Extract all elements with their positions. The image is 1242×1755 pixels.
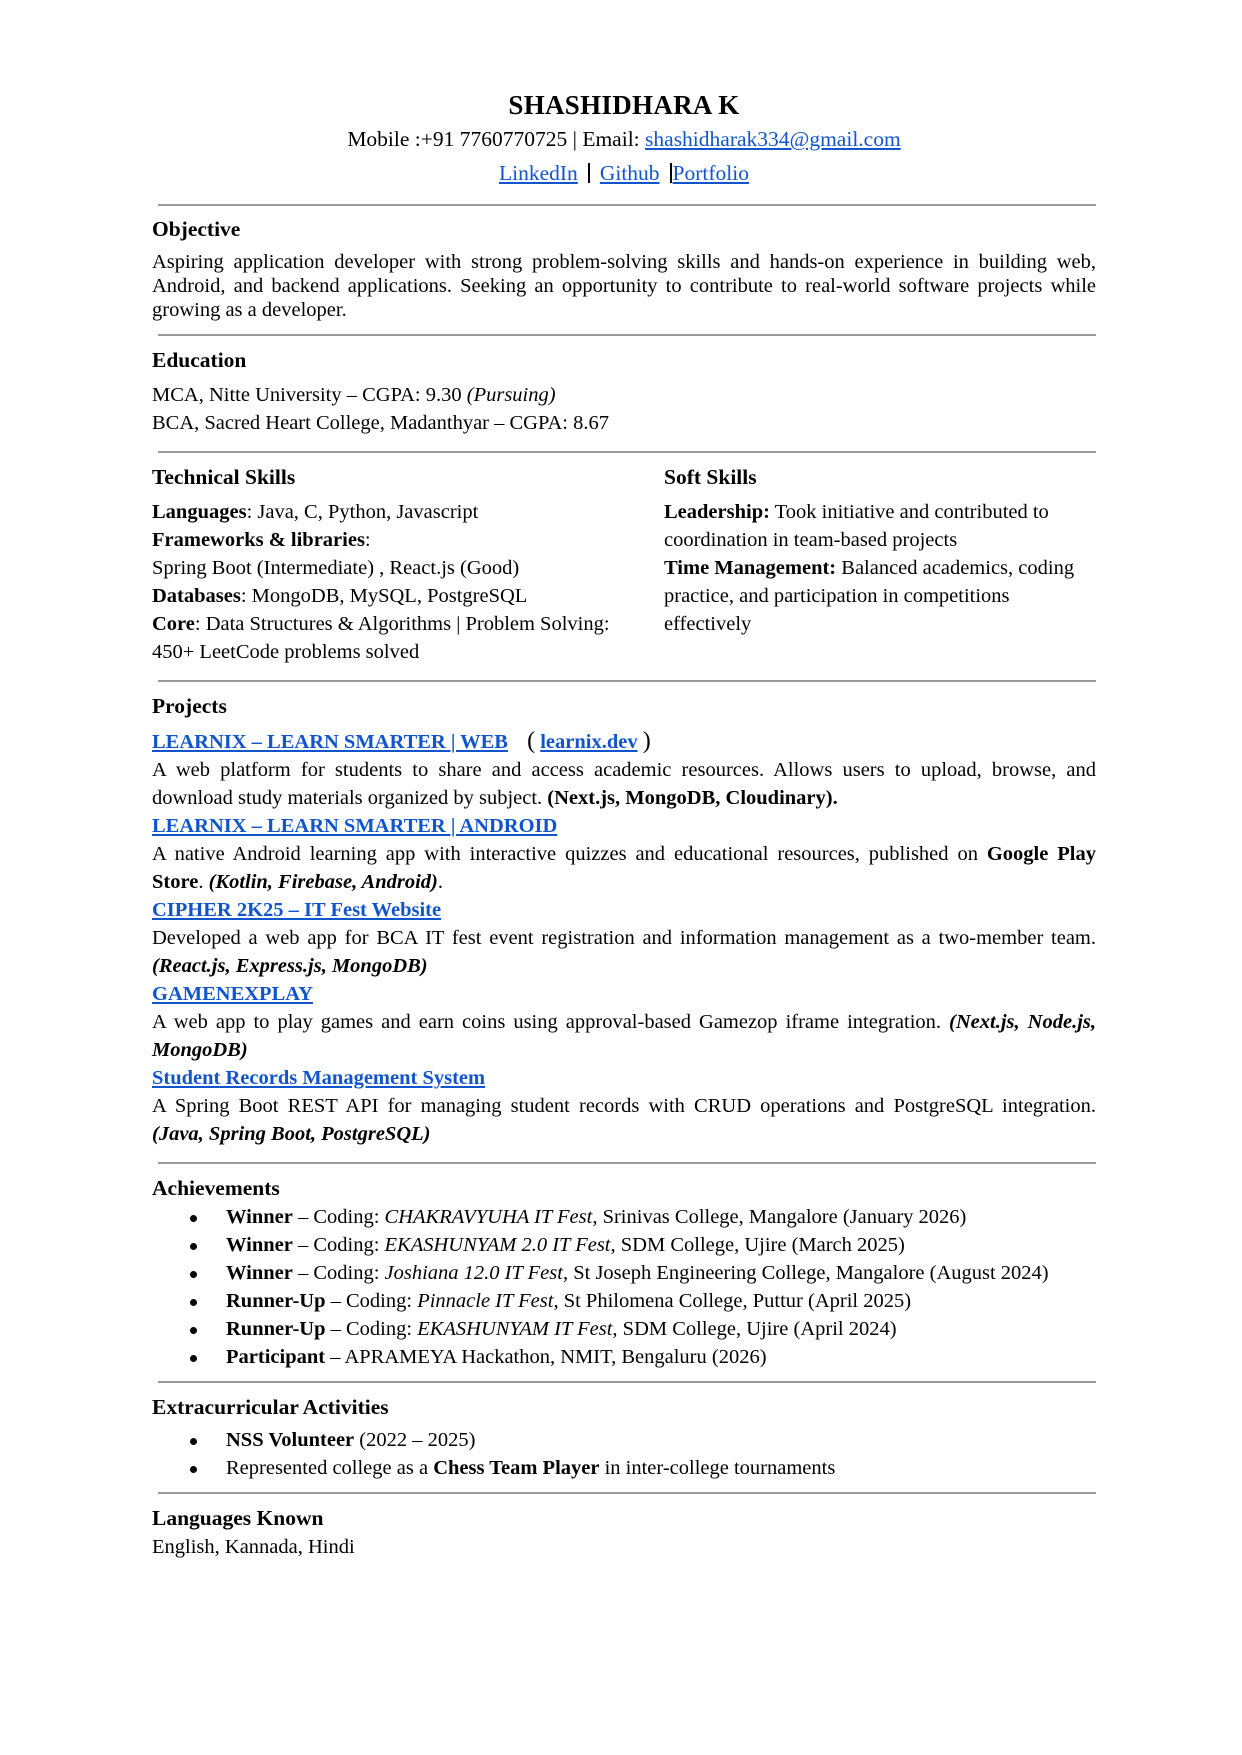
project-store: Google Play Store [152, 843, 1096, 893]
languages-section [152, 1503, 1096, 1561]
achievement-role: Winner [226, 1206, 293, 1228]
list-item [226, 1287, 1096, 1315]
section-title: Objective [152, 217, 241, 241]
section-divider [158, 680, 1096, 682]
achievement-text: , SDM College, Ujire (March 2025) [610, 1234, 905, 1256]
project-desc-text: A Spring Boot REST API for managing student records with CRUD operations and PostgreSQL integration. [152, 1095, 1096, 1117]
activity-label: Chess Team Player [433, 1457, 600, 1479]
technical-skills-body [152, 498, 664, 666]
mca-note: (Pursuing) [466, 384, 556, 406]
achievement-text: , St Joseph Engineering College, Mangalore (August 2024) [562, 1262, 1049, 1284]
skill-value: : MongoDB, MySQL, PostgreSQL [240, 585, 528, 607]
list-item [226, 1454, 1096, 1482]
project-tech: (Next.js, MongoDB, Cloudinary). [547, 787, 838, 809]
project-desc-text: A web platform for students to share and access academic resources. Allows users to upload, browse, and download study materials organized by subject. [152, 759, 1096, 809]
project-item [152, 896, 1096, 980]
project-tech: (Kotlin, Firebase, Android) [208, 871, 438, 893]
achievement-text: , SDM College, Ujire (April 2024) [612, 1318, 897, 1340]
list-item [226, 1343, 1096, 1371]
extracurricular-section [152, 1392, 1096, 1482]
project-description [152, 756, 1096, 812]
skill-label: Frameworks & libraries [152, 529, 365, 551]
bullet-icon [190, 1299, 197, 1306]
link-separator [588, 163, 590, 183]
soft-skills-body [664, 498, 1096, 638]
project-description [152, 840, 1096, 896]
achievement-role: Runner-Up [226, 1290, 326, 1312]
project-description [152, 924, 1096, 980]
project-item [152, 727, 1096, 812]
objective-text: Aspiring application developer with strong problem-solving skills and hands-on experience in building web, Android, and backend applications. Seeking an opportunity to contribute to real-world software projects while growing as a developer. [152, 251, 1096, 321]
skill-frameworks: Spring Boot (Intermediate) , React.js (Good) [152, 557, 520, 579]
skill-colon: : [364, 529, 371, 551]
section-title: Soft Skills [664, 465, 757, 489]
projects-section [152, 691, 1096, 1148]
list-item [226, 1231, 1096, 1259]
achievements-list [152, 1203, 1096, 1371]
soft-time-management [664, 554, 1096, 638]
activity-text: (2022 – 2025) [354, 1429, 476, 1451]
project-title-link[interactable]: GAMENEXPLAY [152, 983, 313, 1005]
education-mca [152, 381, 1096, 409]
bullet-icon [190, 1215, 197, 1222]
project-item [152, 1064, 1096, 1148]
achievement-event: CHAKRAVYUHA IT Fest [384, 1206, 593, 1228]
skill-core [152, 610, 646, 666]
technical-skills [152, 462, 664, 666]
bullet-icon [190, 1327, 197, 1334]
project-title-link[interactable]: LEARNIX – LEARN SMARTER | WEB [152, 731, 508, 753]
learnix-dev-link[interactable]: learnix.dev [540, 731, 638, 753]
skill-label: Time Management: [664, 557, 837, 579]
section-divider [158, 451, 1096, 453]
project-description [152, 1008, 1096, 1064]
portfolio-link[interactable]: Portfolio [672, 161, 749, 185]
list-item [226, 1259, 1096, 1287]
achievement-role: Winner [226, 1234, 293, 1256]
resume-header [152, 88, 1096, 190]
project-desc-text: Developed a web app for BCA IT fest event registration and information management as a two-member team. [152, 927, 1096, 949]
project-desc-text: . [437, 871, 444, 893]
section-divider [158, 1162, 1096, 1164]
achievement-text: – Coding: [292, 1206, 385, 1228]
achievement-event: Pinnacle IT Fest [417, 1290, 554, 1312]
section-divider [158, 204, 1096, 206]
achievement-text: , St Philomena College, Puttur (April 2025) [553, 1290, 912, 1312]
achievement-role: Runner-Up [226, 1318, 326, 1340]
achievement-text: – Coding: [325, 1290, 418, 1312]
skill-frameworks-label [152, 526, 646, 554]
github-link[interactable]: Github [599, 161, 660, 185]
contact-line [152, 122, 1096, 156]
project-item [152, 812, 1096, 896]
list-item [226, 1203, 1096, 1231]
project-tech: (Java, Spring Boot, PostgreSQL) [152, 1123, 431, 1145]
project-desc-text: A native Android learning app with interactive quizzes and educational resources, published on [152, 843, 987, 865]
achievement-event: EKASHUNYAM 2.0 IT Fest [384, 1234, 611, 1256]
profile-links [152, 156, 1096, 190]
skill-label: Databases [152, 585, 241, 607]
skill-languages [152, 498, 646, 526]
achievements-section [152, 1173, 1096, 1371]
skill-label: Leadership: [664, 501, 770, 523]
achievement-role: Winner [226, 1262, 293, 1284]
section-title: Languages Known [152, 1506, 324, 1530]
skill-label: Core [152, 613, 195, 635]
achievement-event: Joshiana 12.0 IT Fest [384, 1262, 563, 1284]
languages-text: English, Kannada, Hindi [152, 1536, 355, 1558]
skill-value: : Java, C, Python, Javascript [246, 501, 479, 523]
bullet-icon [190, 1243, 197, 1250]
section-title: Extracurricular Activities [152, 1395, 389, 1419]
paren: ( [527, 728, 536, 754]
link-separator [670, 163, 672, 183]
achievement-event: EKASHUNYAM IT Fest [417, 1318, 613, 1340]
achievement-text: – Coding: [292, 1262, 385, 1284]
linkedin-link[interactable]: LinkedIn [499, 161, 578, 185]
skill-label: Languages [152, 501, 247, 523]
achievement-text: , Srinivas College, Mangalore (January 2026) [592, 1206, 967, 1228]
bullet-icon [190, 1271, 197, 1278]
activity-text: Represented college as a [226, 1457, 434, 1479]
skill-value: Balanced academics, coding practice, and participation in competitions effectively [664, 557, 1075, 635]
project-title-link[interactable]: Student Records Management System [152, 1067, 486, 1089]
project-description [152, 1092, 1096, 1148]
achievement-text: – APRAMEYA Hackathon, NMIT, Bengaluru (2026) [325, 1346, 767, 1368]
bullet-icon [190, 1438, 197, 1445]
skill-value: : Data Structures & Algorithms | Problem Solving: 450+ LeetCode problems solved [152, 613, 610, 663]
activity-text: in inter-college tournaments [599, 1457, 836, 1479]
section-divider [158, 334, 1096, 336]
soft-skills [664, 462, 1096, 666]
project-desc-text: . [198, 871, 209, 893]
objective-section [152, 214, 1096, 322]
education-bca: BCA, Sacred Heart College, Madanthyar – CGPA: 8.67 [152, 412, 610, 434]
paren: ) [642, 728, 651, 754]
section-title: Technical Skills [152, 465, 296, 489]
section-divider [158, 1381, 1096, 1383]
skill-databases [152, 582, 646, 610]
bullet-icon [190, 1466, 197, 1473]
section-title: Achievements [152, 1176, 280, 1200]
list-item [226, 1315, 1096, 1343]
resume-page [152, 88, 1096, 1561]
extracurricular-list [152, 1426, 1096, 1482]
achievement-text: – Coding: [325, 1318, 418, 1340]
mca-text: MCA, Nitte University – CGPA: 9.30 [152, 384, 467, 406]
project-desc-text: A web app to play games and earn coins using approval-based Gamezop iframe integration. [152, 1011, 950, 1033]
project-title-link[interactable]: LEARNIX – LEARN SMARTER | ANDROID [152, 815, 558, 837]
soft-leadership [664, 498, 1096, 554]
mobile-text: Mobile :+91 7760770725 | Email: [347, 127, 646, 151]
section-divider [158, 1492, 1096, 1494]
list-item [226, 1426, 1096, 1454]
project-title-link[interactable]: CIPHER 2K25 – IT Fest Website [152, 899, 442, 921]
section-title: Projects [152, 694, 227, 718]
project-tech: (React.js, Express.js, MongoDB) [152, 955, 428, 977]
section-title: Education [152, 348, 247, 372]
education-section [152, 345, 1096, 437]
skills-section [152, 462, 1096, 666]
project-tech: (Next.js, Node.js, MongoDB) [152, 1011, 1096, 1061]
project-title-row [152, 727, 1096, 756]
bullet-icon [190, 1355, 197, 1362]
activity-label: NSS Volunteer [226, 1429, 355, 1451]
skill-value: Took initiative and contributed to coordination in team-based projects [664, 501, 1049, 551]
achievement-text: – Coding: [292, 1234, 385, 1256]
achievement-role: Participant [226, 1346, 326, 1368]
project-item [152, 980, 1096, 1064]
email-link[interactable]: shashidharak334@gmail.com [645, 127, 901, 151]
candidate-name: SHASHIDHARA K [508, 90, 740, 120]
